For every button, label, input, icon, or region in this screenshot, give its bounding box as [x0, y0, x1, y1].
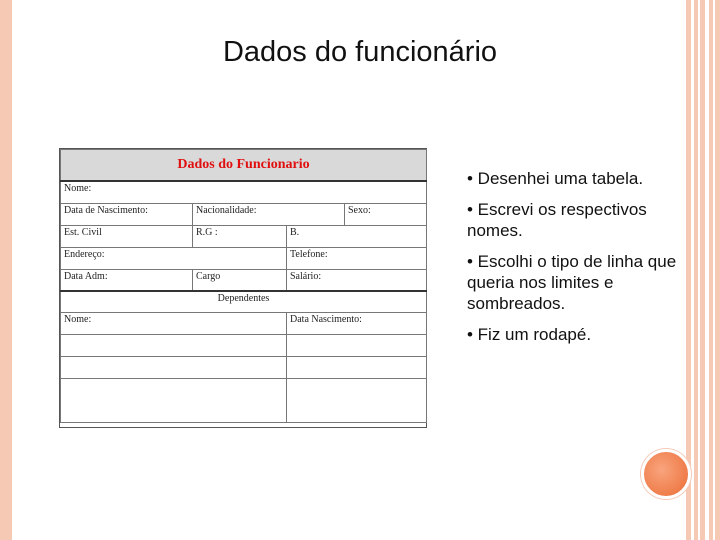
form-title: Dados do Funcionario: [61, 150, 427, 182]
right-stripe: [691, 0, 694, 540]
field-nacionalidade: Nacionalidade:: [193, 203, 345, 225]
table-row: [61, 247, 427, 269]
empty-cell: [61, 335, 287, 357]
left-decorative-band: [0, 0, 12, 540]
employee-form-image: [59, 148, 427, 428]
bullet-item: • Escrevi os respectivos nomes.: [467, 200, 647, 240]
field-data-adm: Data Adm:: [61, 269, 193, 291]
table-row: [61, 269, 427, 291]
empty-cell: [287, 357, 427, 379]
decorative-orb-icon: [641, 449, 691, 499]
empty-cell: [287, 335, 427, 357]
right-decorative-band: [686, 0, 720, 540]
employee-form-table: [60, 149, 427, 423]
bullet-item: • Escolhi o tipo de linha que queria nos limites e sombreados.: [467, 252, 677, 313]
table-row: [61, 313, 427, 335]
empty-cell: [61, 379, 287, 423]
field-est-civil: Est. Civil: [61, 225, 193, 247]
table-row: [61, 203, 427, 225]
field-nome: Nome:: [61, 181, 427, 203]
dependentes-header: Dependentes: [61, 291, 427, 313]
bullet-item: • Fiz um rodapé.: [467, 325, 592, 344]
field-rg: R.G :: [193, 225, 287, 247]
slide-title: Dados do funcionário: [222, 36, 498, 68]
right-stripe: [713, 0, 715, 540]
right-stripe: [698, 0, 700, 540]
bullet-list: [467, 168, 687, 355]
empty-cell: [61, 357, 287, 379]
dep-field-nome: Nome:: [61, 313, 287, 335]
table-row: [61, 225, 427, 247]
table-row: [61, 181, 427, 203]
table-row: [61, 335, 427, 357]
field-b: B.: [287, 225, 427, 247]
table-row: [61, 379, 427, 423]
table-row: [61, 291, 427, 313]
dep-field-data-nascimento: Data Nascimento:: [287, 313, 427, 335]
field-cargo: Cargo: [193, 269, 287, 291]
field-telefone: Telefone:: [287, 247, 427, 269]
field-salario: Salário:: [287, 269, 427, 291]
field-data-nascimento: Data de Nascimento:: [61, 203, 193, 225]
empty-cell: [287, 379, 427, 423]
right-stripe: [705, 0, 709, 540]
bullet-item: • Desenhei uma tabela.: [467, 169, 644, 188]
field-sexo: Sexo:: [345, 203, 427, 225]
table-row: [61, 357, 427, 379]
table-row: [61, 150, 427, 182]
field-endereco: Endereço:: [61, 247, 287, 269]
